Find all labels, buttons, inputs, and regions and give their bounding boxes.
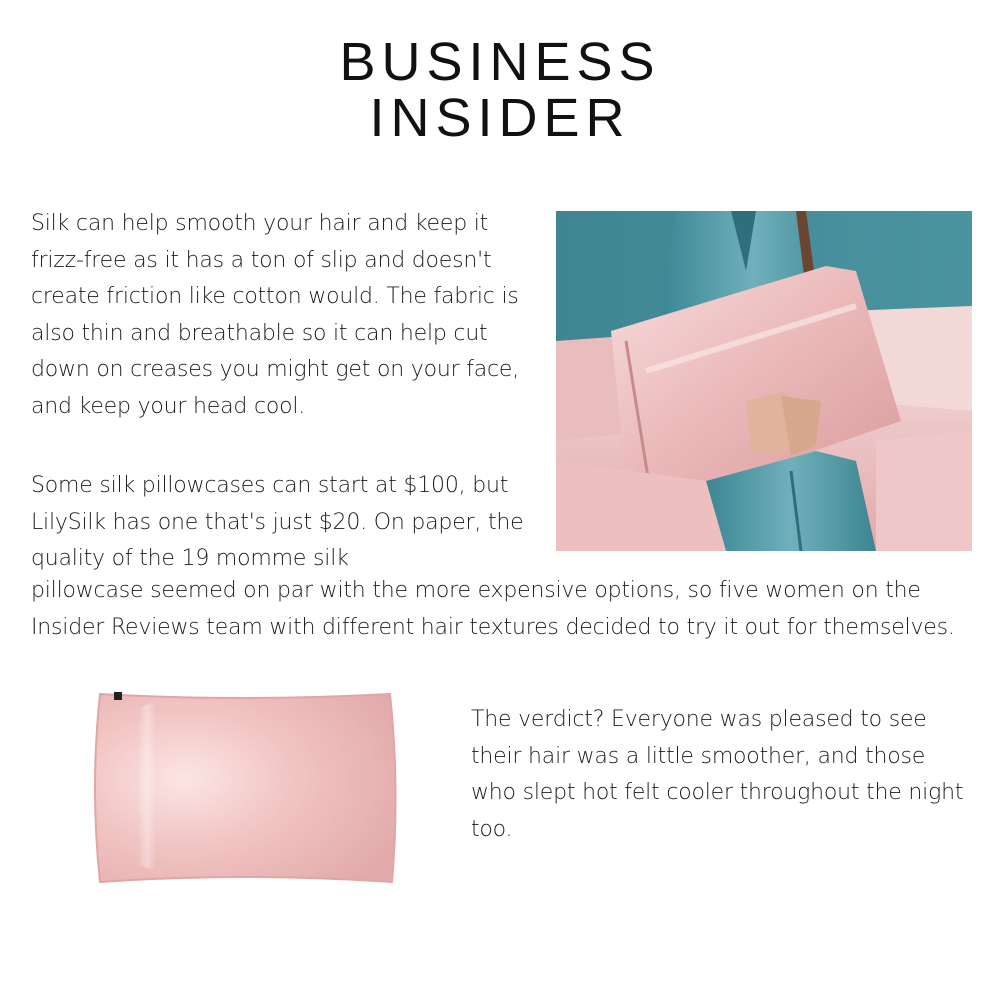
product-pillowcase-image: [28, 688, 398, 968]
paragraph-price-continued: pillowcase seemed on par with the more expensive options, so five women on the Insider Reviews team with different hair textures decided to try it out for themselves.: [31, 578, 955, 640]
lifestyle-photo: [556, 211, 972, 551]
lifestyle-photo-illustration: [556, 211, 972, 551]
pillowcase-illustration: [28, 688, 398, 968]
business-insider-logo: [0, 34, 1000, 146]
paragraph-verdict: The verdict? Everyone was pleased to see their hair was a little smoother, and those who slept hot felt cooler throughout the night too.: [471, 707, 964, 842]
label-tag: [114, 692, 122, 700]
logo-line-1: BUSINESS: [339, 32, 661, 92]
paragraph-price-intro: Some silk pillowcases can start at $100, but LilySilk has one that's just $20. On paper, the quality of the 19 momme silk: [31, 473, 524, 571]
logo-line-2: INSIDER: [369, 88, 631, 148]
paragraph-silk-benefits: Silk can help smooth your hair and keep it frizz-free as it has a ton of slip and doesn't create friction like cotton would. The fabric is also thin and breathable so it can help cut down on creases you might get on your face, and keep your head cool.: [31, 211, 520, 419]
